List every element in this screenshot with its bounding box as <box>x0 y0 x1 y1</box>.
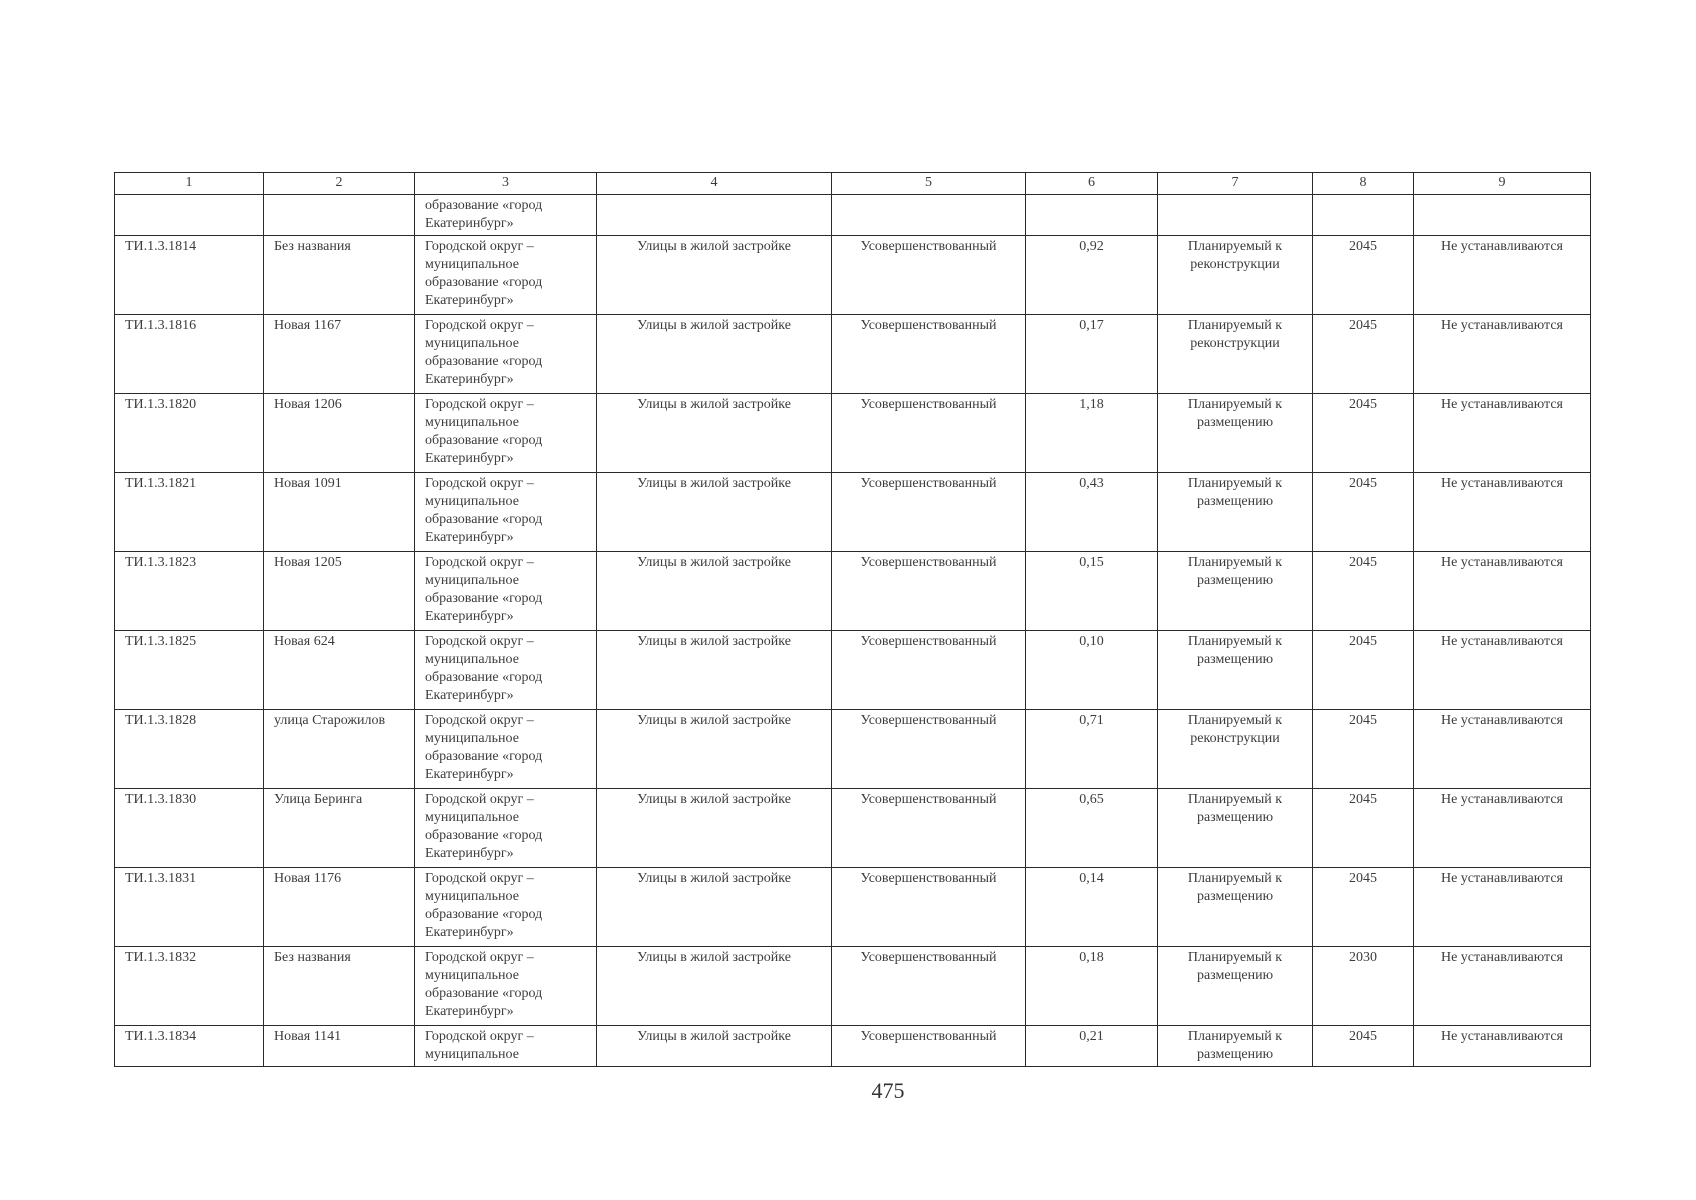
continuation-row <box>115 195 1591 236</box>
cell-id: ТИ.1.3.1834 <box>115 1026 264 1067</box>
cell-id: ТИ.1.3.1816 <box>115 315 264 394</box>
column-header: 4 <box>597 173 832 195</box>
column-header: 7 <box>1158 173 1313 195</box>
cell-status: Планируемый к реконструкции <box>1158 315 1313 394</box>
cell-surface: Усовершенствованный <box>832 868 1026 947</box>
cell-municipality: Городской округ – муниципальное образование «город Екатеринбург» <box>415 868 597 947</box>
table-row-last <box>115 1026 1591 1067</box>
cell-surface: Усовершенствованный <box>832 473 1026 552</box>
cell-year: 2045 <box>1313 789 1414 868</box>
cell-surface: Усовершенствованный <box>832 394 1026 473</box>
column-header: 9 <box>1414 173 1591 195</box>
cell-category: Улицы в жилой застройке <box>597 631 832 710</box>
table-row <box>115 789 1591 868</box>
cell-surface: Усовершенствованный <box>832 710 1026 789</box>
cell-municipality: Городской округ – муниципальное образование «город Екатеринбург» <box>415 473 597 552</box>
cell-status: Планируемый к размещению <box>1158 473 1313 552</box>
cell-length: 0,92 <box>1026 236 1158 315</box>
cell-zones: Не устанавливаются <box>1414 315 1591 394</box>
cell-name: Без названия <box>264 236 415 315</box>
cell-surface: Усовершенствованный <box>832 236 1026 315</box>
cell-surface <box>832 195 1026 236</box>
cell-zones: Не устанавливаются <box>1414 1026 1591 1067</box>
cell-year: 2045 <box>1313 710 1414 789</box>
cell-length <box>1026 195 1158 236</box>
cell-category <box>597 195 832 236</box>
cell-length: 0,14 <box>1026 868 1158 947</box>
cell-surface: Усовершенствованный <box>832 1026 1026 1067</box>
cell-status: Планируемый к размещению <box>1158 631 1313 710</box>
cell-name: Новая 1205 <box>264 552 415 631</box>
cell-year: 2045 <box>1313 631 1414 710</box>
column-header: 5 <box>832 173 1026 195</box>
infrastructure-table <box>114 172 1591 1067</box>
cell-status: Планируемый к реконструкции <box>1158 236 1313 315</box>
cell-name: Новая 1091 <box>264 473 415 552</box>
cell-category: Улицы в жилой застройке <box>597 394 832 473</box>
cell-municipality: Городской округ – муниципальное образование «город Екатеринбург» <box>415 315 597 394</box>
table-row <box>115 868 1591 947</box>
cell-zones: Не устанавливаются <box>1414 789 1591 868</box>
cell-length: 0,21 <box>1026 1026 1158 1067</box>
cell-municipality: Городской округ – муниципальное образование «город Екатеринбург» <box>415 236 597 315</box>
cell-id: ТИ.1.3.1820 <box>115 394 264 473</box>
cell-status: Планируемый к размещению <box>1158 947 1313 1026</box>
cell-id: ТИ.1.3.1814 <box>115 236 264 315</box>
table-row <box>115 473 1591 552</box>
cell-zones: Не устанавливаются <box>1414 236 1591 315</box>
cell-zones: Не устанавливаются <box>1414 631 1591 710</box>
cell-zones <box>1414 195 1591 236</box>
table-row <box>115 236 1591 315</box>
cell-municipality: образование «город Екатеринбург» <box>415 195 597 236</box>
cell-year: 2045 <box>1313 868 1414 947</box>
cell-status: Планируемый к размещению <box>1158 868 1313 947</box>
table-row <box>115 631 1591 710</box>
cell-zones: Не устанавливаются <box>1414 947 1591 1026</box>
cell-municipality: Городской округ – муниципальное образование «город Екатеринбург» <box>415 394 597 473</box>
cell-name: Новая 1206 <box>264 394 415 473</box>
column-header: 1 <box>115 173 264 195</box>
cell-status: Планируемый к размещению <box>1158 394 1313 473</box>
cell-name <box>264 195 415 236</box>
cell-category: Улицы в жилой застройке <box>597 947 832 1026</box>
cell-zones: Не устанавливаются <box>1414 552 1591 631</box>
cell-category: Улицы в жилой застройке <box>597 710 832 789</box>
cell-id: ТИ.1.3.1821 <box>115 473 264 552</box>
cell-year: 2045 <box>1313 552 1414 631</box>
cell-category: Улицы в жилой застройке <box>597 236 832 315</box>
cell-category: Улицы в жилой застройке <box>597 1026 832 1067</box>
cell-name: Улица Беринга <box>264 789 415 868</box>
cell-length: 0,15 <box>1026 552 1158 631</box>
cell-category: Улицы в жилой застройке <box>597 552 832 631</box>
cell-name: Новая 1167 <box>264 315 415 394</box>
cell-zones: Не устанавливаются <box>1414 710 1591 789</box>
cell-surface: Усовершенствованный <box>832 947 1026 1026</box>
cell-surface: Усовершенствованный <box>832 315 1026 394</box>
cell-length: 0,10 <box>1026 631 1158 710</box>
cell-length: 0,18 <box>1026 947 1158 1026</box>
cell-length: 0,65 <box>1026 789 1158 868</box>
cell-id <box>115 195 264 236</box>
cell-category: Улицы в жилой застройке <box>597 789 832 868</box>
cell-surface: Усовершенствованный <box>832 789 1026 868</box>
cell-municipality: Городской округ – муниципальное <box>415 1026 597 1067</box>
cell-year: 2045 <box>1313 315 1414 394</box>
cell-id: ТИ.1.3.1831 <box>115 868 264 947</box>
cell-status <box>1158 195 1313 236</box>
cell-year: 2045 <box>1313 394 1414 473</box>
cell-name: улица Старожилов <box>264 710 415 789</box>
cell-municipality: Городской округ – муниципальное образование «город Екатеринбург» <box>415 789 597 868</box>
cell-municipality: Городской округ – муниципальное образование «город Екатеринбург» <box>415 710 597 789</box>
cell-name: Новая 624 <box>264 631 415 710</box>
cell-status: Планируемый к размещению <box>1158 552 1313 631</box>
cell-municipality: Городской округ – муниципальное образование «город Екатеринбург» <box>415 947 597 1026</box>
cell-year: 2045 <box>1313 1026 1414 1067</box>
cell-length: 0,43 <box>1026 473 1158 552</box>
cell-id: ТИ.1.3.1830 <box>115 789 264 868</box>
cell-status: Планируемый к размещению <box>1158 789 1313 868</box>
cell-id: ТИ.1.3.1823 <box>115 552 264 631</box>
cell-name: Новая 1141 <box>264 1026 415 1067</box>
cell-municipality: Городской округ – муниципальное образование «город Екатеринбург» <box>415 631 597 710</box>
column-header: 3 <box>415 173 597 195</box>
cell-municipality: Городской округ – муниципальное образование «город Екатеринбург» <box>415 552 597 631</box>
column-header: 8 <box>1313 173 1414 195</box>
cell-year: 2045 <box>1313 473 1414 552</box>
cell-status: Планируемый к реконструкции <box>1158 710 1313 789</box>
cell-zones: Не устанавливаются <box>1414 394 1591 473</box>
cell-year: 2045 <box>1313 236 1414 315</box>
header-row <box>115 173 1591 195</box>
column-header: 2 <box>264 173 415 195</box>
cell-id: ТИ.1.3.1825 <box>115 631 264 710</box>
cell-category: Улицы в жилой застройке <box>597 473 832 552</box>
table-row <box>115 552 1591 631</box>
cell-surface: Усовершенствованный <box>832 552 1026 631</box>
cell-length: 0,17 <box>1026 315 1158 394</box>
cell-category: Улицы в жилой застройке <box>597 868 832 947</box>
cell-year: 2030 <box>1313 947 1414 1026</box>
cell-surface: Усовершенствованный <box>832 631 1026 710</box>
cell-zones: Не устанавливаются <box>1414 473 1591 552</box>
table-row <box>115 394 1591 473</box>
cell-zones: Не устанавливаются <box>1414 868 1591 947</box>
cell-category: Улицы в жилой застройке <box>597 315 832 394</box>
cell-length: 1,18 <box>1026 394 1158 473</box>
cell-year <box>1313 195 1414 236</box>
cell-id: ТИ.1.3.1828 <box>115 710 264 789</box>
table-row <box>115 315 1591 394</box>
table-row <box>115 947 1591 1026</box>
cell-name: Новая 1176 <box>264 868 415 947</box>
cell-name: Без названия <box>264 947 415 1026</box>
cell-id: ТИ.1.3.1832 <box>115 947 264 1026</box>
cell-length: 0,71 <box>1026 710 1158 789</box>
column-header: 6 <box>1026 173 1158 195</box>
cell-status: Планируемый к размещению <box>1158 1026 1313 1067</box>
page-number: 475 <box>871 1078 905 1103</box>
table-row <box>115 710 1591 789</box>
